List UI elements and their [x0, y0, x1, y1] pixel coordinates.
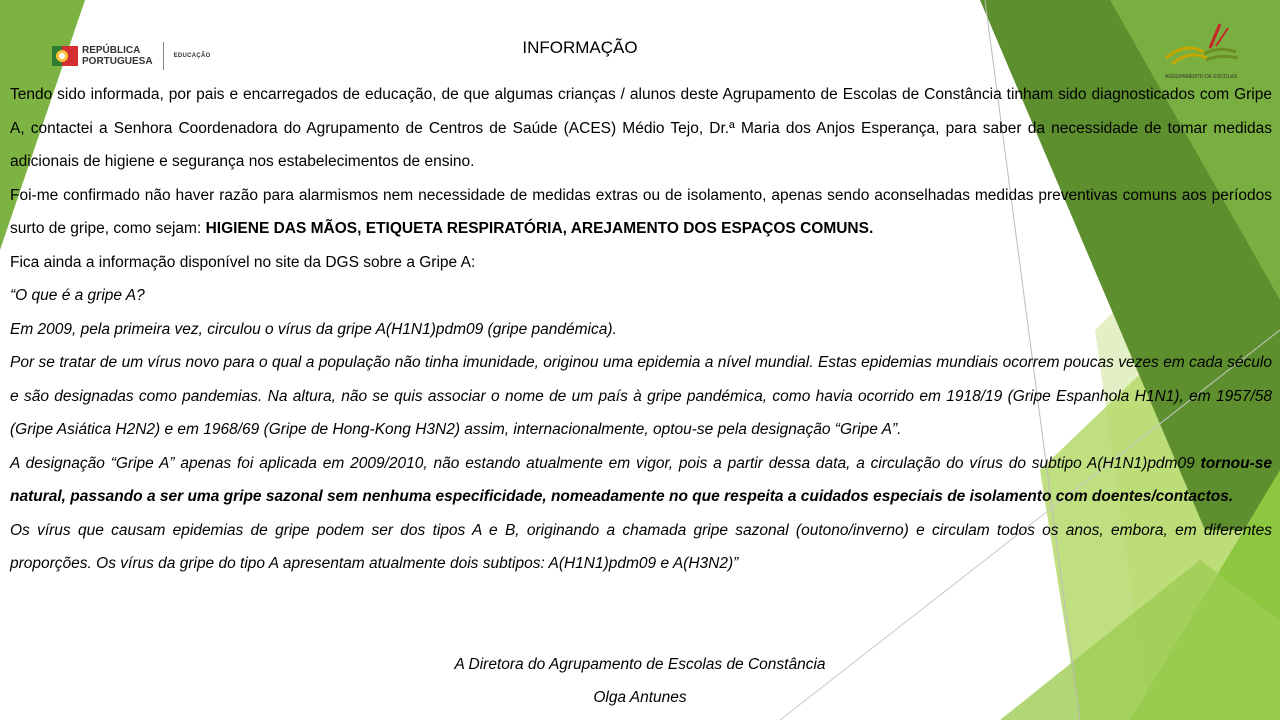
paragraph-3: Fica ainda a informação disponível no site da DGS sobre a Gripe A:: [10, 253, 476, 271]
quote-paragraph-3: [10, 447, 1272, 514]
gov-logo-line2: PORTUGUESA: [82, 56, 153, 67]
school-emblem-icon: [1158, 18, 1244, 74]
quote-paragraph-4: Os vírus que causam epidemias de gripe podem ser dos tipos A e B, originando a chamada gripe sazonal (outono/inverno) e circulam todos os anos, embora, em diferentes proporções. Os vírus da gripe do tipo A apresentam atualmente dois subtipos: A(H1N1)pdm09 e A(H3N2)”: [10, 521, 1272, 572]
paragraph-2: [10, 179, 1272, 246]
quote-paragraph-3-bold: tornou-se natural, passando a ser uma gripe sazonal sem nenhuma especificidade, nomeadamente no que respeita a cuidados especiais de isolamento com doentes/contactos.: [10, 454, 1272, 505]
page-title: INFORMAÇÃO: [522, 38, 638, 57]
signature-name: Olga Antunes: [593, 689, 687, 706]
document-body: [10, 78, 1272, 581]
quote-question: “O que é a gripe A?: [10, 287, 145, 304]
gov-logo-line1: REPÚBLICA: [82, 45, 141, 56]
ministry-label: EDUCAÇÃO: [173, 53, 211, 59]
quote-paragraph-1: Em 2009, pela primeira vez, circulou o vírus da gripe A(H1N1)pdm09 (gripe pandémica).: [10, 320, 617, 338]
paragraph-1: Tendo sido informada, por pais e encarregados de educação, de que algumas crianças / alunos deste Agrupamento de Escolas de Constância tinham sido diagnosticados com Gripe A, contactei a Senhora Coordenadora do Agrupamento de Centros de Saúde (ACES) Médio Tejo, Dr.ª Maria dos Anjos Esperança, para saber da necessidade de tomar medidas adicionais de higiene e segurança nos estabelecimentos de ensino.: [10, 86, 1272, 170]
signature-role: A Diretora do Agrupamento de Escolas de Constância: [454, 656, 826, 673]
signature-block: [0, 648, 1280, 714]
paragraph-2-text: Foi-me confirmado não haver razão para alarmismos nem necessidade de medidas extras ou de isolamento, apenas sendo aconselhadas medidas preventivas comuns aos períodos surto de gripe, como sejam:: [10, 186, 1272, 237]
preventive-measures: HIGIENE DAS MÃOS, ETIQUETA RESPIRATÓRIA, AREJAMENTO DOS ESPAÇOS COMUNS.: [205, 220, 874, 237]
quote-paragraph-3-text: A designação “Gripe A” apenas foi aplicada em 2009/2010, não estando atualmente em vigor, pois a partir dessa data, a circulação do vírus do subtipo A(H1N1)pdm09: [10, 454, 1201, 472]
quote-paragraph-2: Por se tratar de um vírus novo para o qual a população não tinha imunidade, originou uma epidemia a nível mundial. Estas epidemias mundiais ocorrem poucas vezes em cada século e são designadas como pandemias. Na altura, não se quis associar o nome de um país à gripe pandémica, como havia ocorrido em 1918/19 (Gripe Espanhola H1N1), em 1957/58 (Gripe Asiática H2N2) e em 1968/69 (Gripe de Hong-Kong H3N2) assim, internacionalmente, optou-se pela designação “Gripe A”.: [10, 354, 1272, 438]
school-logo-text: AGRUPAMENTO DE ESCOLAS: [1164, 74, 1238, 80]
